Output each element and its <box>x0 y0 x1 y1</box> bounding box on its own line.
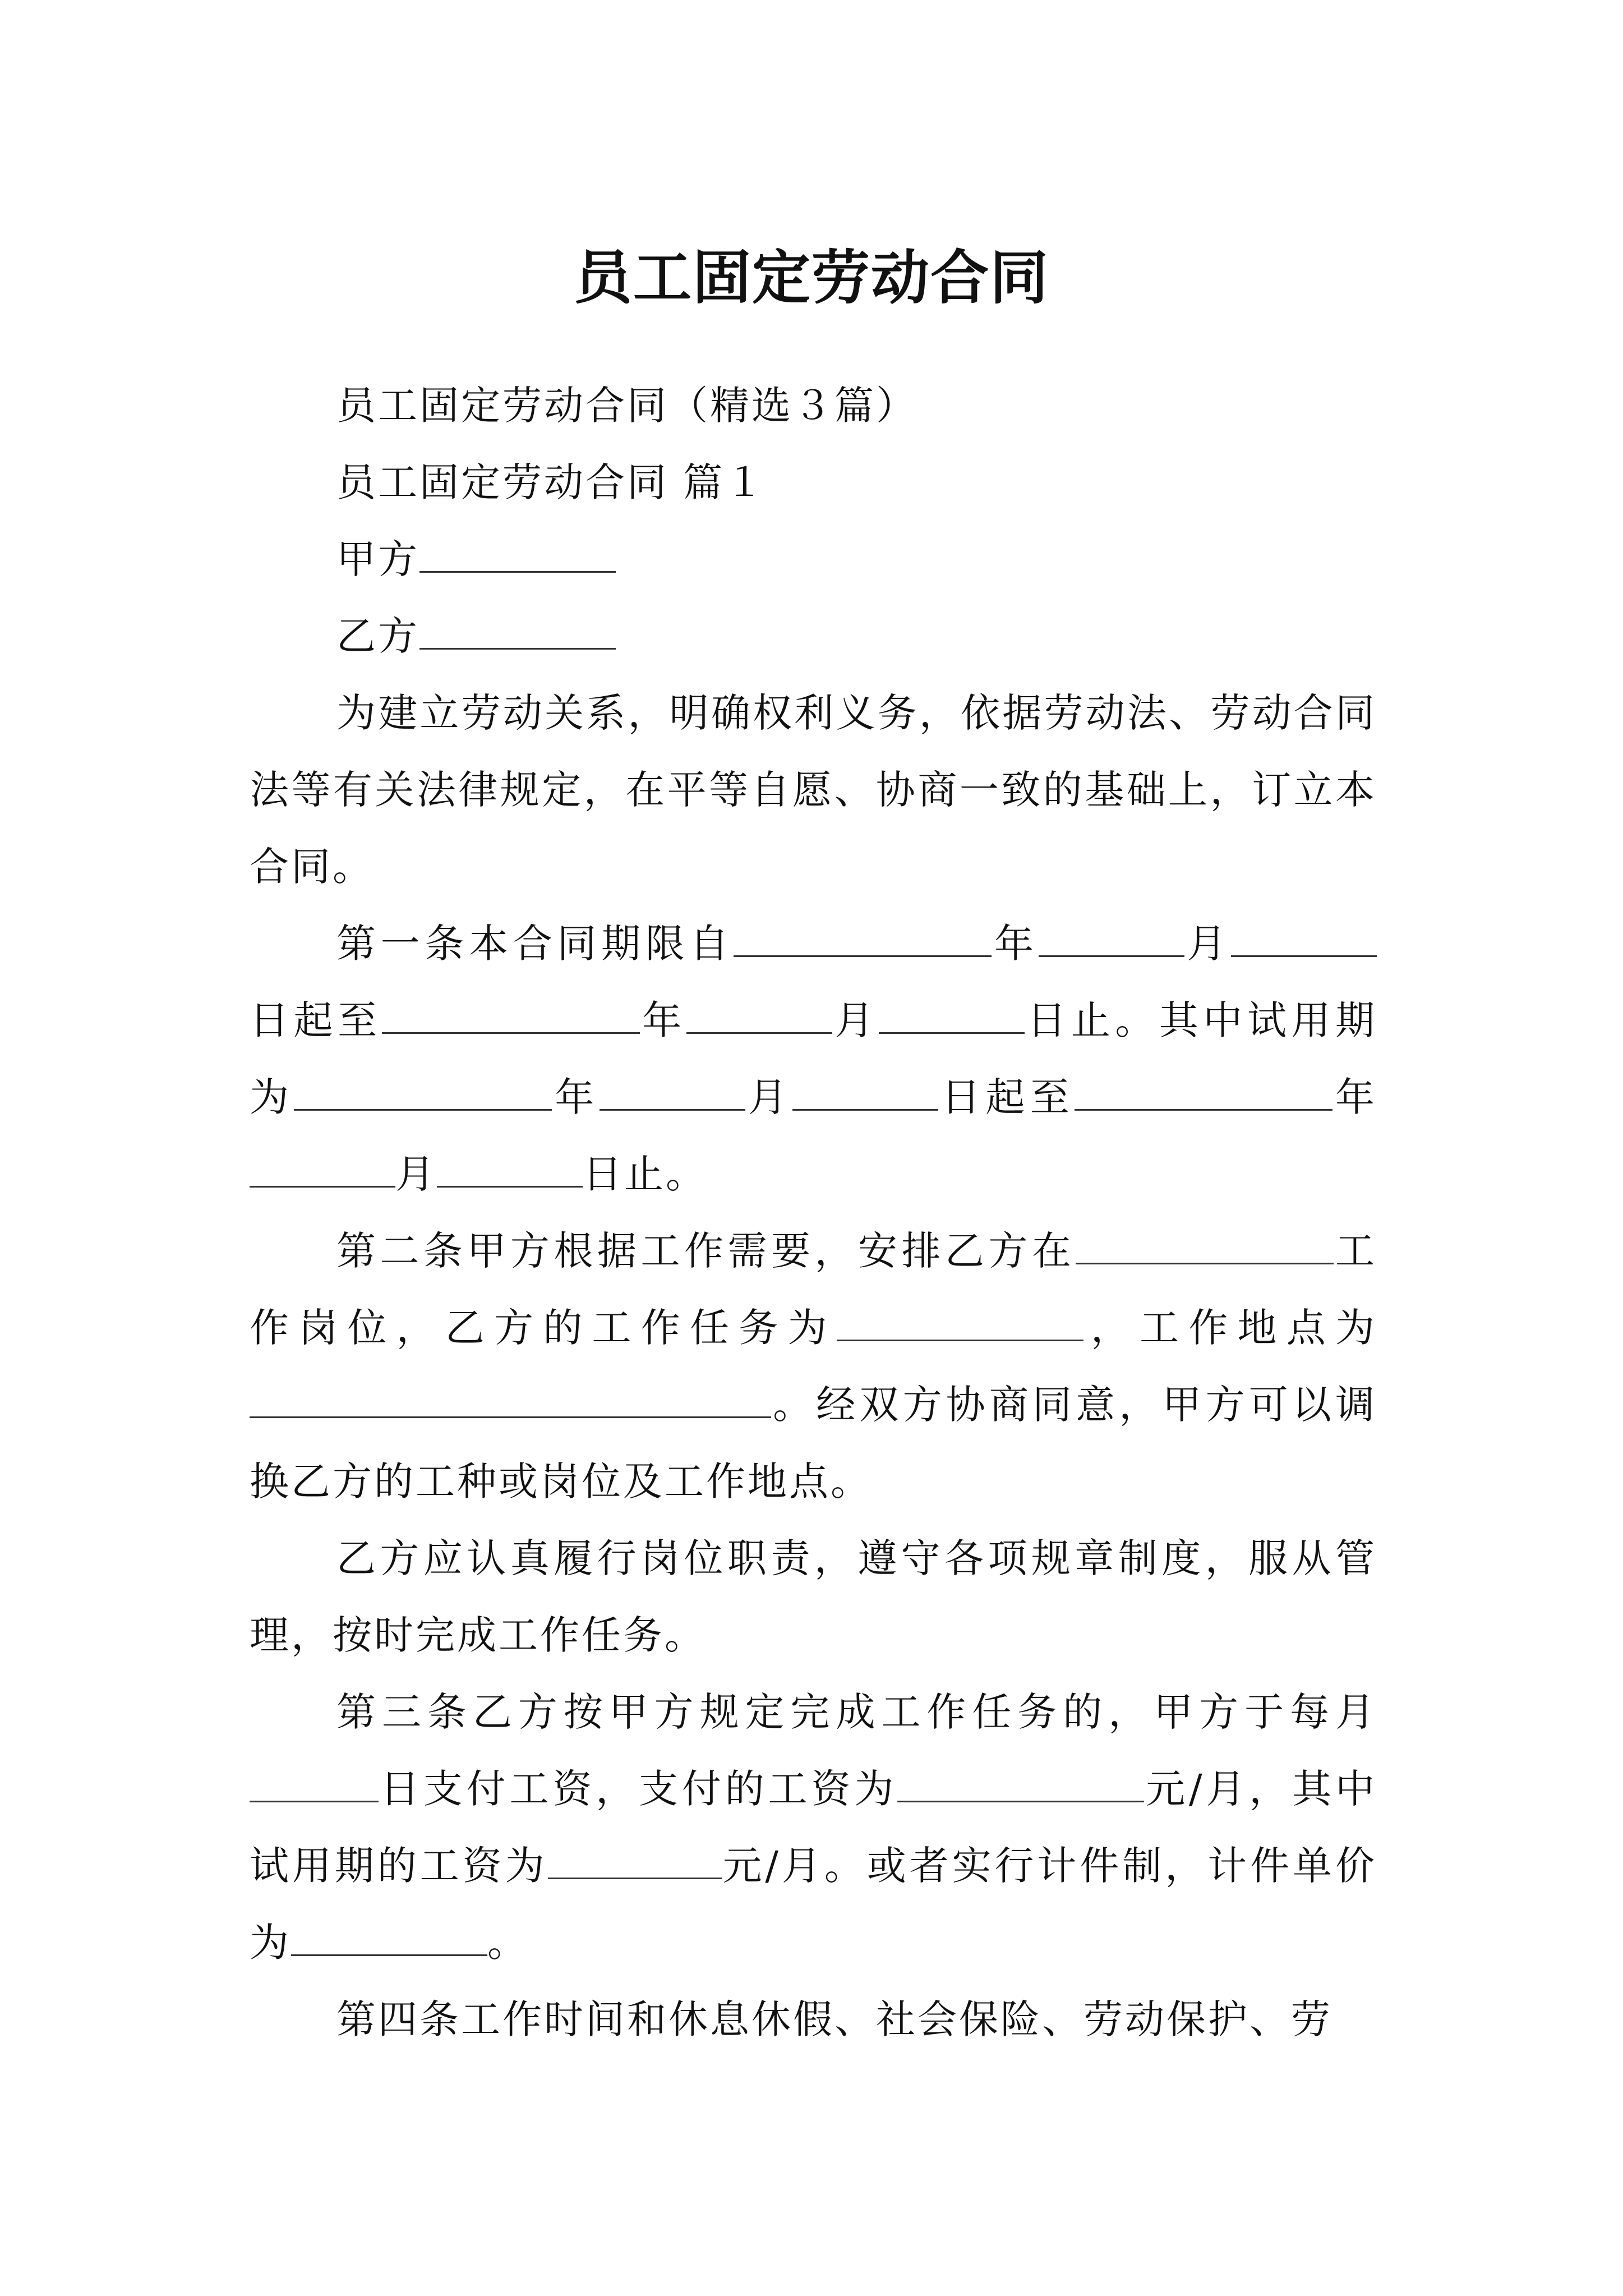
art1-text: 日起至 <box>938 1074 1075 1120</box>
party-b-blank <box>419 614 616 650</box>
blank <box>1075 1075 1332 1111</box>
art1-text: 日止。 <box>583 1151 707 1197</box>
art1-text: 年 <box>552 1074 600 1120</box>
blank <box>879 999 1025 1034</box>
blank <box>250 1383 771 1418</box>
art1-text: 年 <box>1332 1074 1377 1120</box>
document-body <box>250 367 1377 2058</box>
party-a-blank <box>419 537 616 573</box>
blank <box>548 1844 722 1879</box>
art3-text: 日支付工资，支付的工资为 <box>379 1766 898 1812</box>
blank <box>1076 1229 1334 1264</box>
article-3 <box>250 1674 1377 1981</box>
document-title: 员工固定劳动合同 <box>573 243 1049 312</box>
blank <box>291 1921 487 1956</box>
intro-paragraph: 为建立劳动关系，明确权利义务，依据劳动法、劳动合同法等有关法律规定，在平等自愿、协商一致的基础上，订立本合同。 <box>250 690 1377 890</box>
art3-text: 。 <box>487 1920 529 1966</box>
article-4: 第四条工作时间和休息休假、社会保险、劳动保护、劳 <box>336 1996 1332 2042</box>
art3-text: 元/月，其中试用期的工资为 <box>250 1766 1377 1889</box>
blank <box>600 1075 745 1111</box>
blank <box>294 1075 552 1111</box>
blank <box>250 1152 395 1188</box>
art1-text: 月 <box>745 1074 793 1120</box>
party-b-line <box>250 598 1377 675</box>
section-heading: 员工固定劳动合同 篇１ <box>336 459 767 505</box>
art1-text: 月 <box>832 997 879 1043</box>
art1-text: 第一条本合同期限自 <box>336 921 734 967</box>
blank <box>897 1767 1144 1802</box>
duty-paragraph: 乙方应认真履行岗位职责，遵守各项规章制度，服从管理，按时完成工作任务。 <box>250 1535 1377 1658</box>
blank <box>792 1075 938 1111</box>
blank <box>250 1767 379 1802</box>
subtitle: 员工固定劳动合同（精选３篇） <box>336 383 917 429</box>
article-1 <box>250 905 1377 1213</box>
party-b-label: 乙方 <box>336 613 419 659</box>
art1-text: 日起至 <box>250 997 382 1043</box>
art2-text: 第二条甲方根据工作需要，安排乙方在 <box>336 1228 1076 1274</box>
art1-text: 年 <box>639 997 686 1043</box>
art2-text: 工作岗位，乙方的工作任务为 <box>250 1228 1377 1351</box>
article-2 <box>250 1213 1377 1520</box>
art2-text: 。经双方协商同意，甲方可以调换乙方的工种或岗位及工作地点。 <box>250 1382 1377 1504</box>
art3-text: 第三条乙方按甲方规定完成工作任务的，甲方于每月 <box>336 1689 1377 1735</box>
blank <box>686 999 832 1034</box>
art3-text: 元/月。或者实行计件制，计件单价为 <box>250 1843 1377 1966</box>
party-a-label: 甲方 <box>336 536 419 582</box>
blank <box>837 1306 1083 1341</box>
blank <box>1039 922 1184 957</box>
art1-text: 年 <box>992 921 1039 967</box>
blank <box>1231 922 1377 957</box>
art1-text: 月 <box>1184 921 1232 967</box>
blank <box>437 1152 583 1188</box>
art2-text: ，工作地点为 <box>1083 1305 1377 1351</box>
blank <box>734 922 992 957</box>
art1-text: 月 <box>395 1151 437 1197</box>
art1-text: 日止。其中试用期为 <box>250 997 1377 1120</box>
party-a-line <box>250 521 1377 598</box>
blank <box>382 999 640 1034</box>
